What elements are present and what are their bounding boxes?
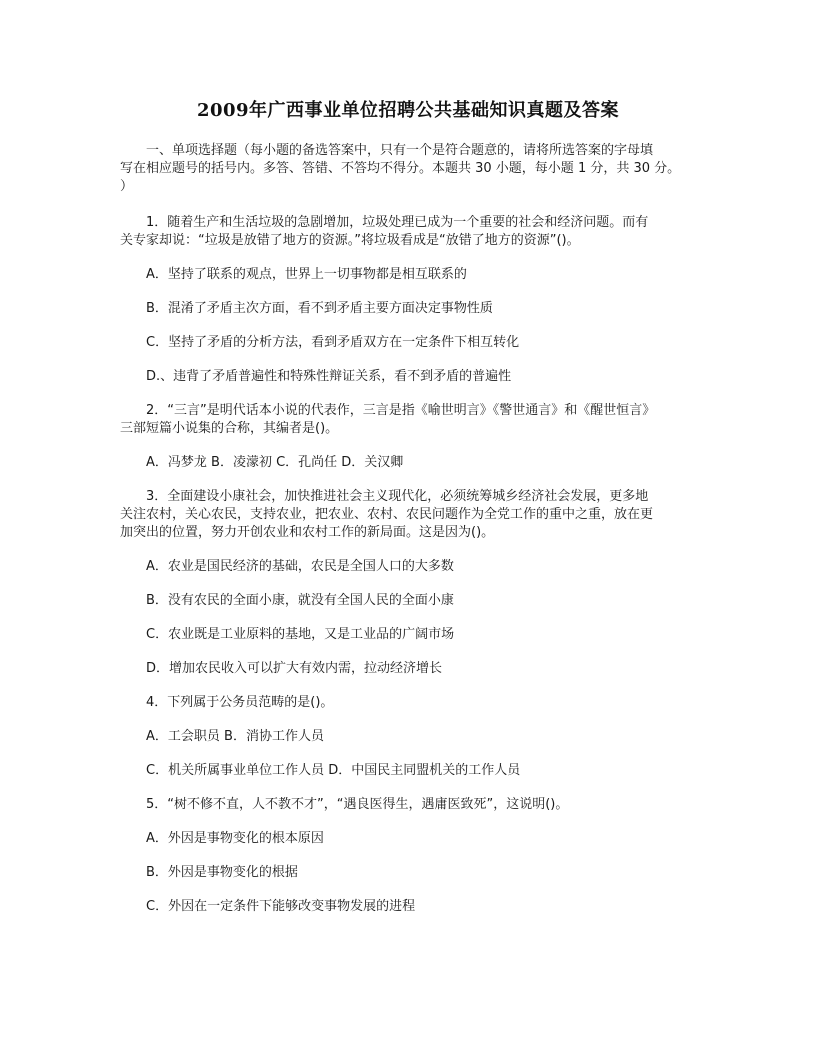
question-2 [120, 402, 700, 438]
option-d: D．增加农民收入可以扩大有效内需，拉动经济增长 [146, 661, 443, 676]
section-instructions [120, 142, 700, 196]
question-stem: 关注农村，关心农民，支持农业，把农业、农村、农民问题作为全党工作的重中之重，放在更 [120, 507, 654, 522]
question-5-stem: 5．“树不修不直，人不教不才”，“遇良医得生，遇庸医致死”，这说明()。 [146, 797, 569, 812]
section-line: 一、单项选择题（每小题的备选答案中，只有一个是符合题意的，请将所选答案的字母填 [146, 143, 654, 158]
question-stem: 3．全面建设小康社会，加快推进社会主义现代化，必须统筹城乡经济社会发展，更多地 [146, 489, 649, 504]
document-title: 2009年广西事业单位招聘公共基础知识真题及答案 [196, 100, 620, 121]
option-a: A．坚持了联系的观点，世界上一切事物都是相互联系的 [146, 267, 467, 282]
question-3 [120, 488, 700, 542]
option-b: B．没有农民的全面小康，就没有全国人民的全面小康 [146, 593, 454, 608]
option-b: B．混淆了矛盾主次方面，看不到矛盾主要方面决定事物性质 [146, 301, 493, 316]
question-stem: 关专家却说：“垃圾是放错了地方的资源。”将垃圾看成是“放错了地方的资源”()。 [120, 233, 580, 248]
question-4-stem: 4．下列属于公务员范畴的是()。 [146, 695, 334, 710]
question-1 [120, 214, 700, 250]
option-a: A．农业是国民经济的基础，农民是全国人口的大多数 [146, 559, 454, 574]
option-b: B．外因是事物变化的根据 [146, 865, 298, 880]
option-line: C．机关所属事业单位工作人员 D．中国民主同盟机关的工作人员 [146, 763, 521, 778]
option-c: C．农业既是工业原料的基地，又是工业品的广阔市场 [146, 627, 455, 642]
question-stem: 2．“三言”是明代话本小说的代表作，三言是指《喻世明言》《警世通言》和《醒世恒言》 [146, 403, 656, 418]
question-stem: 加突出的位置，努力开创农业和农村工作的新局面。这是因为()。 [120, 525, 495, 540]
document-body [120, 142, 700, 916]
question-stem: 三部短篇小说集的合称，其编者是()。 [120, 421, 339, 436]
option-line: A．冯梦龙 B．凌濛初 C．孔尚任 D．关汉卿 [146, 455, 404, 470]
option-c: C．外因在一定条件下能够改变事物发展的进程 [146, 899, 416, 914]
option-a: A．外因是事物变化的根本原因 [146, 831, 324, 846]
question-stem: 1．随着生产和生活垃圾的急剧增加，垃圾处理已成为一个重要的社会和经济问题。而有 [146, 215, 649, 230]
option-line: A．工会职员 B．消协工作人员 [146, 729, 324, 744]
option-d: D.、违背了矛盾普遍性和特殊性辩证关系，看不到矛盾的普遍性 [146, 369, 512, 384]
option-c: C．坚持了矛盾的分析方法，看到矛盾双方在一定条件下相互转化 [146, 335, 520, 350]
section-line: 写在相应题号的括号内。多答、答错、不答均不得分。本题共 30 小题，每小题 1 分，共 30 分。 [120, 161, 681, 176]
section-line: ） [120, 179, 134, 194]
